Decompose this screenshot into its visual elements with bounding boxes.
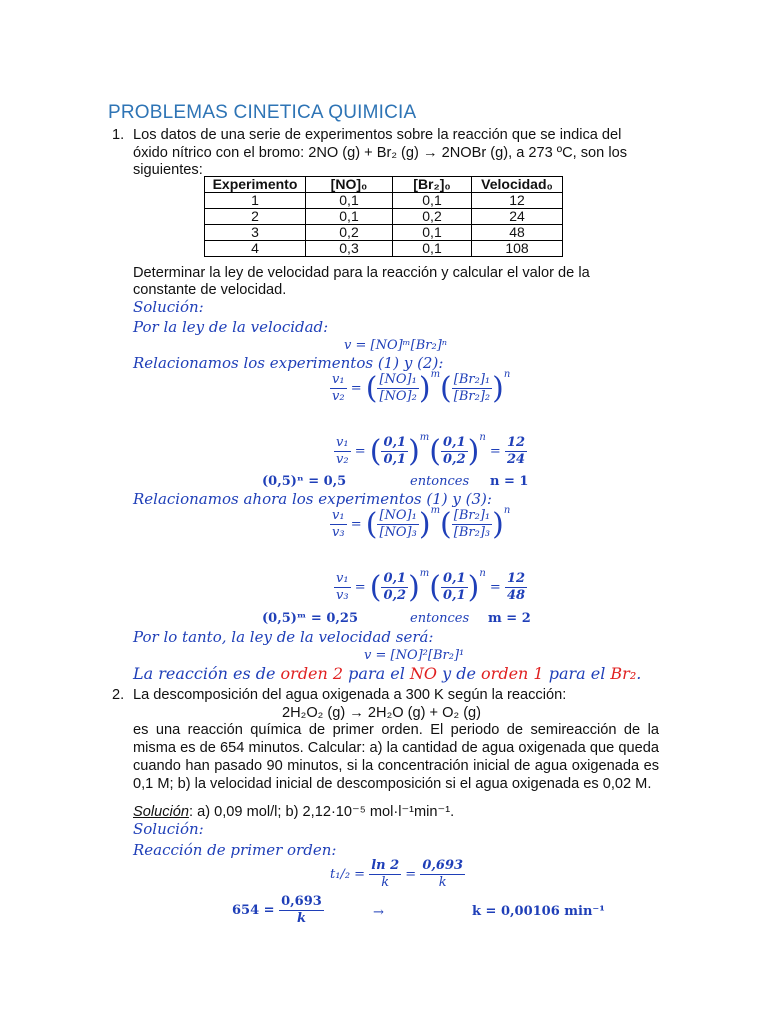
- solution-heading-1: Solución:: [133, 298, 204, 316]
- conclusion-part: .: [636, 664, 642, 683]
- table-cell: 2: [205, 209, 306, 225]
- conclusion-order-1: orden 1: [481, 664, 544, 683]
- conclusion: [133, 664, 641, 683]
- problem-2-line-1: La descomposición del agua oxigenada a 300 K según la reacción:: [133, 687, 567, 703]
- page-title: PROBLEMAS CINETICA QUIMICIA: [108, 102, 417, 123]
- table-header: [NO]₀: [306, 177, 393, 193]
- table-cell: 0,2: [393, 209, 472, 225]
- table-cell: 1: [205, 193, 306, 209]
- half-life-equation: t₁/₂ = $\frac{\ln 2}{k}$ = $\frac{0,693}{k}$: [330, 858, 464, 890]
- conclusion-part: y de: [437, 664, 482, 683]
- problem-2-body: es una reacción química de primer orden. El periodo de semireacción de la misma es de 654 minutos. Calcular: a) la cantidad de agua oxigenada que queda cuando han pasado 90 minutos, si la concentración inicial de agua oxigenada es 0,1 M; b) la velocidad inicial de descomposición si el agua oxigenada es 0,02 M.: [133, 722, 659, 792]
- k-left: 654 =: [232, 903, 275, 918]
- result-m-entonces: entonces: [410, 611, 470, 626]
- half-life-left: t₁/₂ =: [330, 867, 366, 882]
- problem-1-line-1: Los datos de una serie de experimentos sobre la reacción que se indica del: [133, 127, 622, 143]
- table-cell: 0,1: [393, 225, 472, 241]
- table-cell: 108: [472, 241, 563, 257]
- conclusion-order-2: orden 2: [280, 664, 344, 683]
- experiments-table: [204, 176, 563, 257]
- k-num: 0,693: [281, 894, 322, 909]
- arrow: →: [373, 905, 384, 920]
- conclusion-part: para el: [343, 664, 410, 683]
- result-n-left: (0,5)ⁿ = 0,5: [262, 474, 347, 489]
- k-equation: [232, 894, 324, 927]
- conclusion-part: La reacción es de: [133, 664, 281, 683]
- table-cell: 4: [205, 241, 306, 257]
- relation-1-3-heading: Relacionamos ahora los experimentos (1) y (3):: [133, 490, 492, 508]
- problem-1-question-2: constante de velocidad.: [133, 282, 287, 298]
- ratio-v1-v3-numeric: $\frac{\text{v₁}}{\text{v₃}}$ = ( $\frac{0,1}{0,2}$ ) m ( $\frac{0,1}{0,1}$ ) n = $\frac{12}{48}$: [336, 568, 526, 605]
- table-cell: 48: [472, 225, 563, 241]
- therefore-heading: Por lo tanto, la ley de la velocidad será:: [133, 628, 434, 646]
- final-rate-law: v = [NO]²[Br₂]¹: [364, 648, 465, 663]
- half-life-num-2: 0,693: [422, 858, 464, 873]
- first-order-heading: Reacción de primer orden:: [133, 841, 337, 859]
- problem-1-number: 1.: [112, 127, 125, 143]
- half-life-num-1: ln 2: [371, 858, 400, 873]
- problem-2-answer: [133, 803, 454, 821]
- result-m-right: m = 2: [488, 611, 531, 626]
- result-n-right: n = 1: [490, 474, 529, 489]
- table-row: [205, 225, 563, 241]
- table-cell: 0,3: [306, 241, 393, 257]
- problem-2-number: 2.: [112, 687, 125, 703]
- ratio-v1-v3-symbolic: $\frac{\text{v₁}}{\text{v₃}}$ = ( $\frac{\text{[NO]₁}}{\text{[NO]₃}}$ ) m ( $\frac{\text{[Br₂]₁}}{\text{[Br₂]₃}}$ ) n: [332, 505, 511, 542]
- problem-1-line-2: óxido nítrico con el bromo: 2NO (g) + Br₂ (g) → 2NOBr (g), a 273 ºC, son los: [133, 145, 627, 161]
- table-cell: 0,1: [306, 193, 393, 209]
- problem-2-reaction: 2H₂O₂ (g) → 2H₂O (g) + O₂ (g): [282, 705, 482, 721]
- table-cell: 24: [472, 209, 563, 225]
- answer-text: : a) 0,09 mol/l; b) 2,12·10⁻⁵ mol·l⁻¹min⁻¹.: [188, 804, 455, 820]
- table-cell: 12: [472, 193, 563, 209]
- result-n-entonces: entonces: [410, 474, 470, 489]
- table-header: Velocidad₀: [472, 177, 563, 193]
- table-header: [Br₂]₀: [393, 177, 472, 193]
- k-den: k: [296, 911, 306, 926]
- answer-label: Solución: [133, 804, 189, 820]
- k-result: k = 0,00106 min⁻¹: [472, 904, 605, 919]
- ratio-v1-v2-numeric: $\frac{\text{v₁}}{\text{v₂}}$ = ( $\frac{0,1}{0,1}$ ) m ( $\frac{0,1}{0,2}$ ) n = $\frac{12}{24}$: [336, 432, 526, 469]
- rate-law-equation: v = [NO]ᵐ[Br₂]ⁿ: [344, 338, 448, 353]
- table-cell: 3: [205, 225, 306, 241]
- half-life-den-1: k: [381, 875, 390, 890]
- conclusion-br2: Br₂: [610, 664, 637, 683]
- problem-1-line-3: siguientes:: [133, 162, 203, 178]
- table-row: [205, 193, 563, 209]
- table-cell: 0,1: [393, 193, 472, 209]
- table-cell: 0,1: [393, 241, 472, 257]
- result-m-left: (0,5)ᵐ = 0,25: [262, 611, 358, 626]
- rate-law-heading: Por la ley de la velocidad:: [133, 318, 329, 336]
- relation-1-2-heading: Relacionamos los experimentos (1) y (2):: [133, 354, 444, 372]
- problem-1-question-1: Determinar la ley de velocidad para la reacción y calcular el valor de la: [133, 265, 590, 281]
- conclusion-no: NO: [409, 664, 438, 683]
- half-life-den-2: k: [438, 875, 447, 890]
- conclusion-part: para el: [543, 664, 611, 683]
- table-row: [205, 209, 563, 225]
- solution-heading-2: Solución:: [133, 820, 204, 838]
- ratio-v1-v2-symbolic: $\frac{\text{v₁}}{\text{v₂}}$ = ( $\frac{\text{[NO]₁}}{\text{[NO]₂}}$ ) m ( $\frac{\text{[Br₂]₁}}{\text{[Br₂]₂}}$ ) n: [332, 369, 511, 406]
- table-row: [205, 241, 563, 257]
- table-header: Experimento: [205, 177, 306, 193]
- table-cell: 0,1: [306, 209, 393, 225]
- table-cell: 0,2: [306, 225, 393, 241]
